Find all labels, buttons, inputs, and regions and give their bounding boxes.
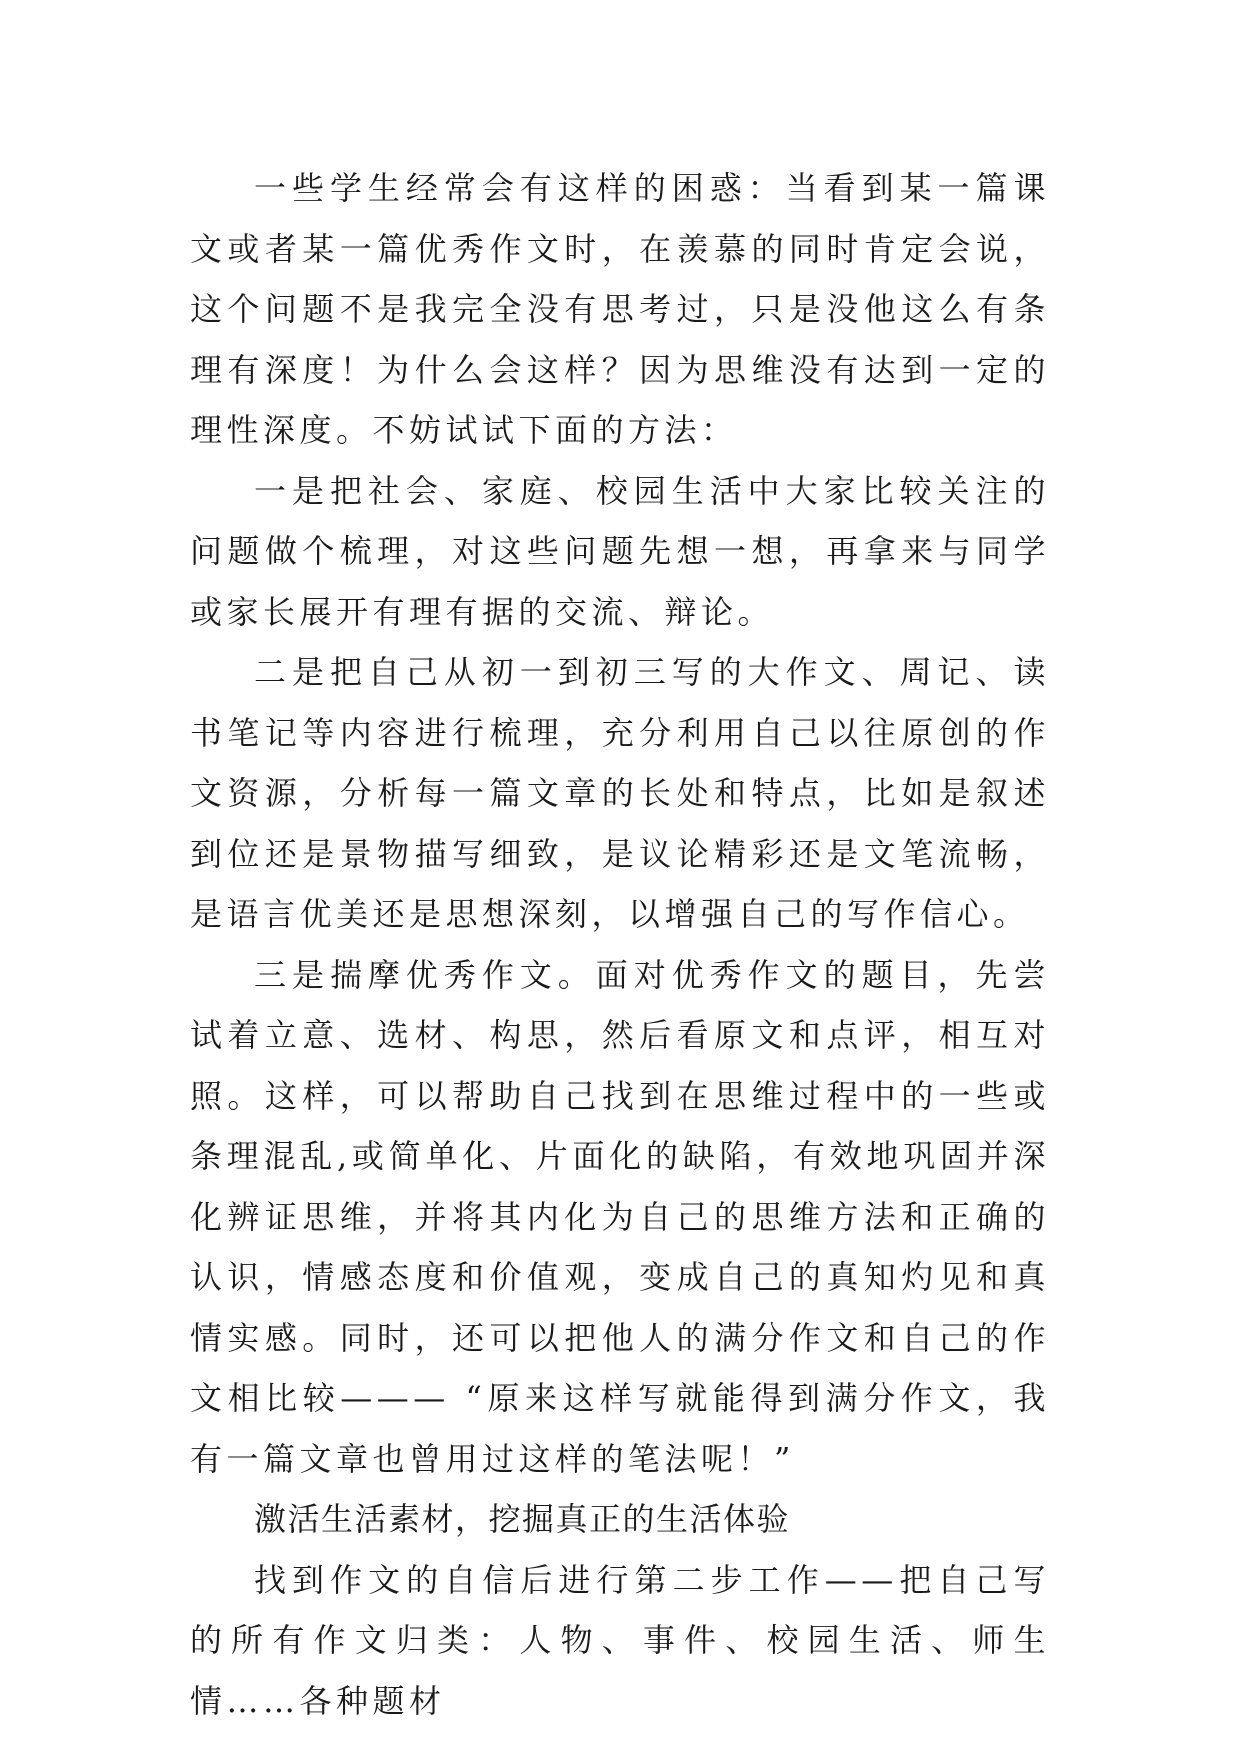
paragraph-step-two: 找到作文的自信后进行第二步工作——把自己写的所有作文归类：人物、事件、校园生活、师生情……各种题材 — [190, 1560, 1050, 1720]
section-heading: 激活生活素材，挖掘真正的生活体验 — [254, 1500, 791, 1538]
paragraph-method-one: 一是把社会、家庭、校园生活中大家比较关注的问题做个梳理，对这些问题先想一想，再拿来与同学或家长展开有理有据的交流、辩论。 — [190, 471, 1050, 631]
paragraph-intro: 一些学生经常会有这样的困惑：当看到某一篇课文或者某一篇优秀作文时，在羡慕的同时肯定会说，这个问题不是我完全没有思考过，只是没他这么有条理有深度！为什么会这样？因为思维没有达到一定的理性深度。不妨试试下面的方法： — [190, 169, 1050, 449]
paragraph-method-three: 三是揣摩优秀作文。面对优秀作文的题目，先尝试着立意、选材、构思，然后看原文和点评，相互对照。这样，可以帮助自己找到在思维过程中的一些或条理混乱,或简单化、片面化的缺陷，有效地巩固并深化辨证思维，并将其内化为自己的思维方法和正确的认识，情感态度和价值观，变成自己的真知灼见和真情实感。同时，还可以把他人的满分作文和自己的作文相比较——— “原来这样写就能得到满分作文，我有一篇文章也曾用过这样的笔法呢！” — [190, 955, 1050, 1478]
paragraph-method-two: 二是把自己从初一到初三写的大作文、周记、读书笔记等内容进行梳理，充分利用自己以往原创的作文资源，分析每一篇文章的长处和特点，比如是叙述到位还是景物描写细致，是议论精彩还是文笔流畅，是语言优美还是思想深刻，以增强自己的写作信心。 — [190, 653, 1050, 933]
body-text — [190, 158, 1050, 1731]
